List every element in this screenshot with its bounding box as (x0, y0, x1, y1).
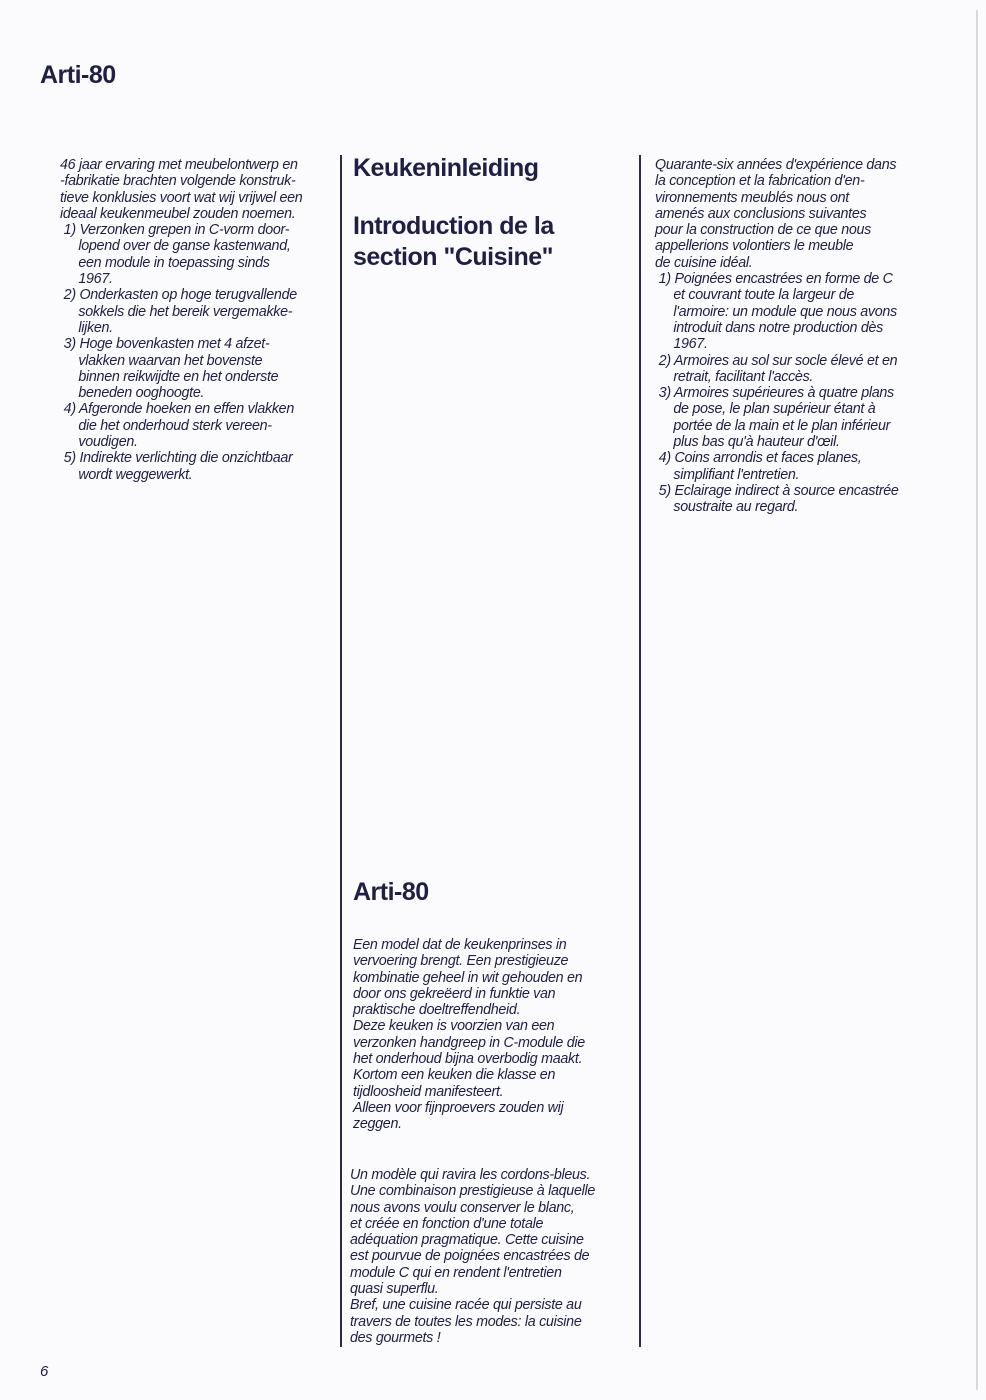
model-heading: Arti-80 (353, 878, 429, 906)
right-column-text-fr: Quarante-six années d'expérience dans la conception et la fabrication d'en- vironnements meublés nous ont amenés aux conclusions suivantes pour la construction de ce que nous appellerions volontiers le meuble de cuisine idéal. 1) Poignées encastrées en forme de C et couvrant toute la largeur de l'armoire: un module que nous avons introduit dans notre production dès 1967. 2) Armoires au sol sur socle élevé et en retrait, facilitant l'accès. 3) Armoires supérieures à quatre plans de pose, le plan supérieur étant à portée de la main et le plan inférieur plus bas qu'à hauteur d'œil. 4) Coins arrondis et faces planes, simplifiant l'entretien. 5) Eclairage indirect à source encastrée soustraite au regard. (655, 157, 899, 516)
column-divider-left (340, 155, 342, 1347)
section-heading-nl: Keukeninleiding (353, 154, 539, 182)
model-description-nl: Een model dat de keukenprinses in vervoering brengt. Een prestigieuze kombinatie geheel in wit gehouden en door ons gekreëerd in funktie van praktische doeltreffendheid. Deze keuken is voorzien van een verzonken handgreep in C-module die het onderhoud bijna overbodig maakt. Kortom een keuken die klasse en tijdloosheid manifesteert. Alleen voor fijnproevers zouden wij zeggen. (353, 937, 585, 1133)
page-edge (976, 10, 978, 1390)
left-column-text-nl: 46 jaar ervaring met meubelontwerp en -fabrikatie brachten volgende konstruk- tieve konklusies voort wat wij vrijwel een ideaal keukenmeubel zouden noemen. 1) Verzonken grepen in C-vorm door- lopend over de ganse kastenwand, een module in toepassing sinds 1967. 2) Onderkasten op hoge terugvallende sokkels die het bereik vergemakke- lijken. 3) Hoge bovenkasten met 4 afzet- vlakken waarvan het bovenste binnen reikwijdte en het onderste beneden ooghoogte. 4) Afgeronde hoeken en effen vlakken die het onderhoud sterk vereen- voudigen. 5) Indirekte verlichting die onzichtbaar wordt weggewerkt. (60, 157, 303, 483)
section-heading-fr: Introduction de la section "Cuisine" (353, 212, 554, 271)
page-title: Arti-80 (40, 61, 116, 89)
column-divider-right (639, 155, 641, 1347)
model-description-fr: Un modèle qui ravira les cordons-bleus. Une combinaison prestigieuse à laquelle nous avons voulu conserver le blanc, et créée en fonction d'une totale adéquation pragmatique. Cette cuisine est pourvue de poignées encastrées de module C qui en rendent l'entretien quasi superflu. Bref, une cuisine racée qui persiste au travers de toutes les modes: la cuisine des gourmets ! (350, 1167, 596, 1346)
page-number: 6 (40, 1363, 49, 1380)
